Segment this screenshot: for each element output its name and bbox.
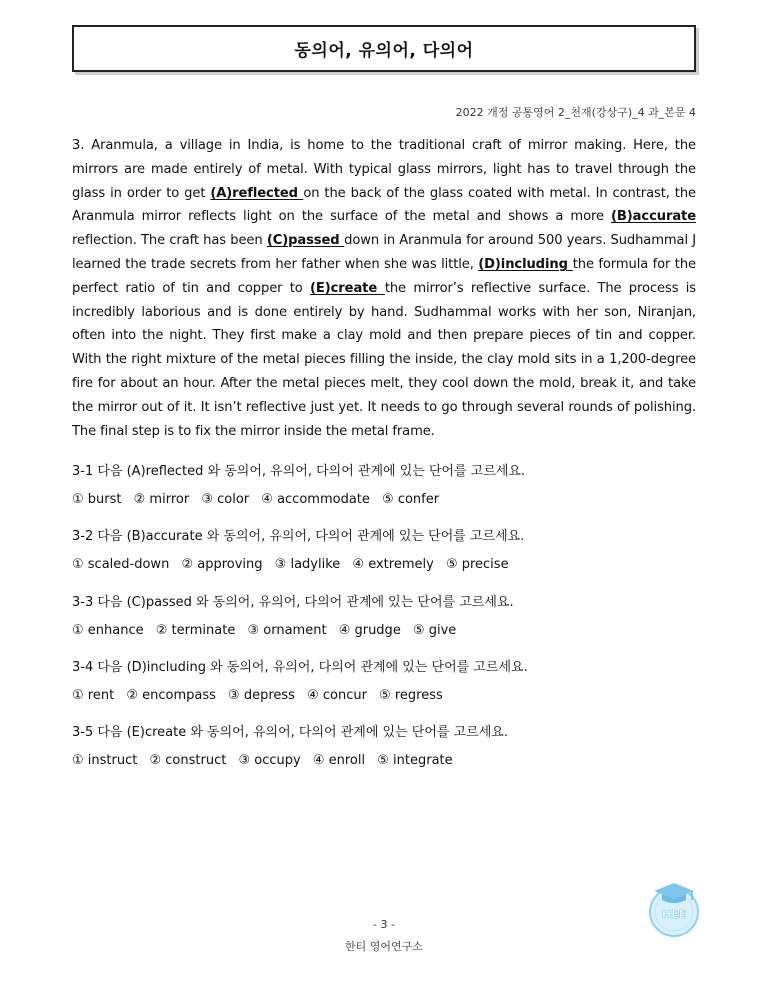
question-prompt: 3-4 다음 (D)including 와 동의어, 유의어, 다의어 관계에 있는 단어를 고르세요. <box>72 660 528 675</box>
question-prompt: 3-2 다음 (B)accurate 와 동의어, 유의어, 다의어 관계에 있는 단어를 고르세요. <box>72 529 525 544</box>
question-options <box>72 555 696 575</box>
question-options <box>72 686 696 706</box>
page-title-box <box>72 25 696 72</box>
option-4[interactable]: ④ accommodate <box>261 492 370 507</box>
question-prompt: 3-5 다음 (E)create 와 동의어, 유의어, 다의어 관계에 있는 단어를 고르세요. <box>72 725 508 740</box>
marked-word-c: (C)passed <box>266 233 345 249</box>
option-1[interactable]: ① scaled-down <box>72 557 170 572</box>
option-5[interactable]: ⑤ precise <box>445 557 509 572</box>
option-3[interactable]: ③ ornament <box>247 623 327 638</box>
organization-name: 한티 영어연구소 <box>345 940 423 953</box>
question-prompt: 3-1 다음 (A)reflected 와 동의어, 유의어, 다의어 관계에 있는 단어를 고르세요. <box>72 464 526 479</box>
option-1[interactable]: ① instruct <box>72 753 138 768</box>
option-1[interactable]: ① enhance <box>72 623 144 638</box>
question-3-4 <box>72 658 696 706</box>
passage-text: reflection. The craft has been <box>72 233 267 249</box>
option-2[interactable]: ② approving <box>181 557 263 572</box>
passage-text: the mirror’s reflective surface. The process is incredibly laborious and is done entirely by hand. Sudhammal works with her son, Niranjan, often into the night. They first make a clay mold and then prepare pieces of tin and copper. With the right mixture of the metal pieces filling the inside, the clay mold sits in a 1,200-degree fire for about an hour. After the metal pieces melt, they cool down the mold, break it, and take the mirror out of it. It isn’t reflective just yet. It needs to go through several rounds of polishing. The final step is to fix the mirror inside the metal frame. <box>72 280 696 439</box>
option-2[interactable]: ② encompass <box>126 688 216 703</box>
option-4[interactable]: ④ enroll <box>312 753 366 768</box>
passage <box>72 134 696 443</box>
logo-text: HEE <box>661 908 687 921</box>
question-options <box>72 751 696 771</box>
passage-text: down in Aranmula for around 500 years. Sudhammal J learned the trade secrets from her father when she was little, <box>72 233 696 272</box>
option-1[interactable]: ① rent <box>72 688 115 703</box>
option-2[interactable]: ② construct <box>149 753 227 768</box>
question-3-3 <box>72 593 696 641</box>
marked-word-d: (D)including <box>478 256 573 272</box>
marked-word-b: (B)accurate <box>611 209 696 225</box>
option-4[interactable]: ④ grudge <box>338 623 401 638</box>
option-2[interactable]: ② terminate <box>155 623 236 638</box>
option-1[interactable]: ① burst <box>72 492 122 507</box>
marked-word-a: (A)reflected <box>210 185 304 201</box>
option-4[interactable]: ④ extremely <box>352 557 434 572</box>
question-options <box>72 621 696 641</box>
source-subtitle: 2022 개정 공통영어 2_천재(강상구)_4 과_본문 4 <box>455 106 696 119</box>
question-3-5 <box>72 723 696 771</box>
option-3[interactable]: ③ color <box>201 492 250 507</box>
marked-word-e: (E)create <box>310 280 385 296</box>
question-options <box>72 490 696 510</box>
option-5[interactable]: ⑤ confer <box>382 492 440 507</box>
passage-text: 3. Aranmula, a village in India, is home to the traditional craft of mirror making. Here, the mirrors are made entirely of metal. With typical glass mirrors, light has to travel through the glass in order to get <box>72 138 696 201</box>
option-3[interactable]: ③ ladylike <box>274 557 341 572</box>
option-3[interactable]: ③ depress <box>228 688 295 703</box>
option-5[interactable]: ⑤ integrate <box>377 753 453 768</box>
question-3-1 <box>72 462 696 510</box>
option-3[interactable]: ③ occupy <box>238 753 301 768</box>
page-number: - 3 - <box>373 918 395 931</box>
option-5[interactable]: ⑤ regress <box>379 688 443 703</box>
passage-text: the formula for the perfect ratio of tin and copper to <box>72 256 696 296</box>
option-2[interactable]: ② mirror <box>133 492 190 507</box>
question-3-2 <box>72 527 696 575</box>
page-title: 동의어, 유의어, 다의어 <box>294 41 474 61</box>
option-4[interactable]: ④ concur <box>307 688 367 703</box>
option-5[interactable]: ⑤ give <box>412 623 457 638</box>
passage-text: on the back of the glass coated with metal. In contrast, the Aranmula mirror reflects light on the surface of the metal and shows a more <box>72 185 696 225</box>
question-prompt: 3-3 다음 (C)passed 와 동의어, 유의어, 다의어 관계에 있는 단어를 고르세요. <box>72 595 514 610</box>
